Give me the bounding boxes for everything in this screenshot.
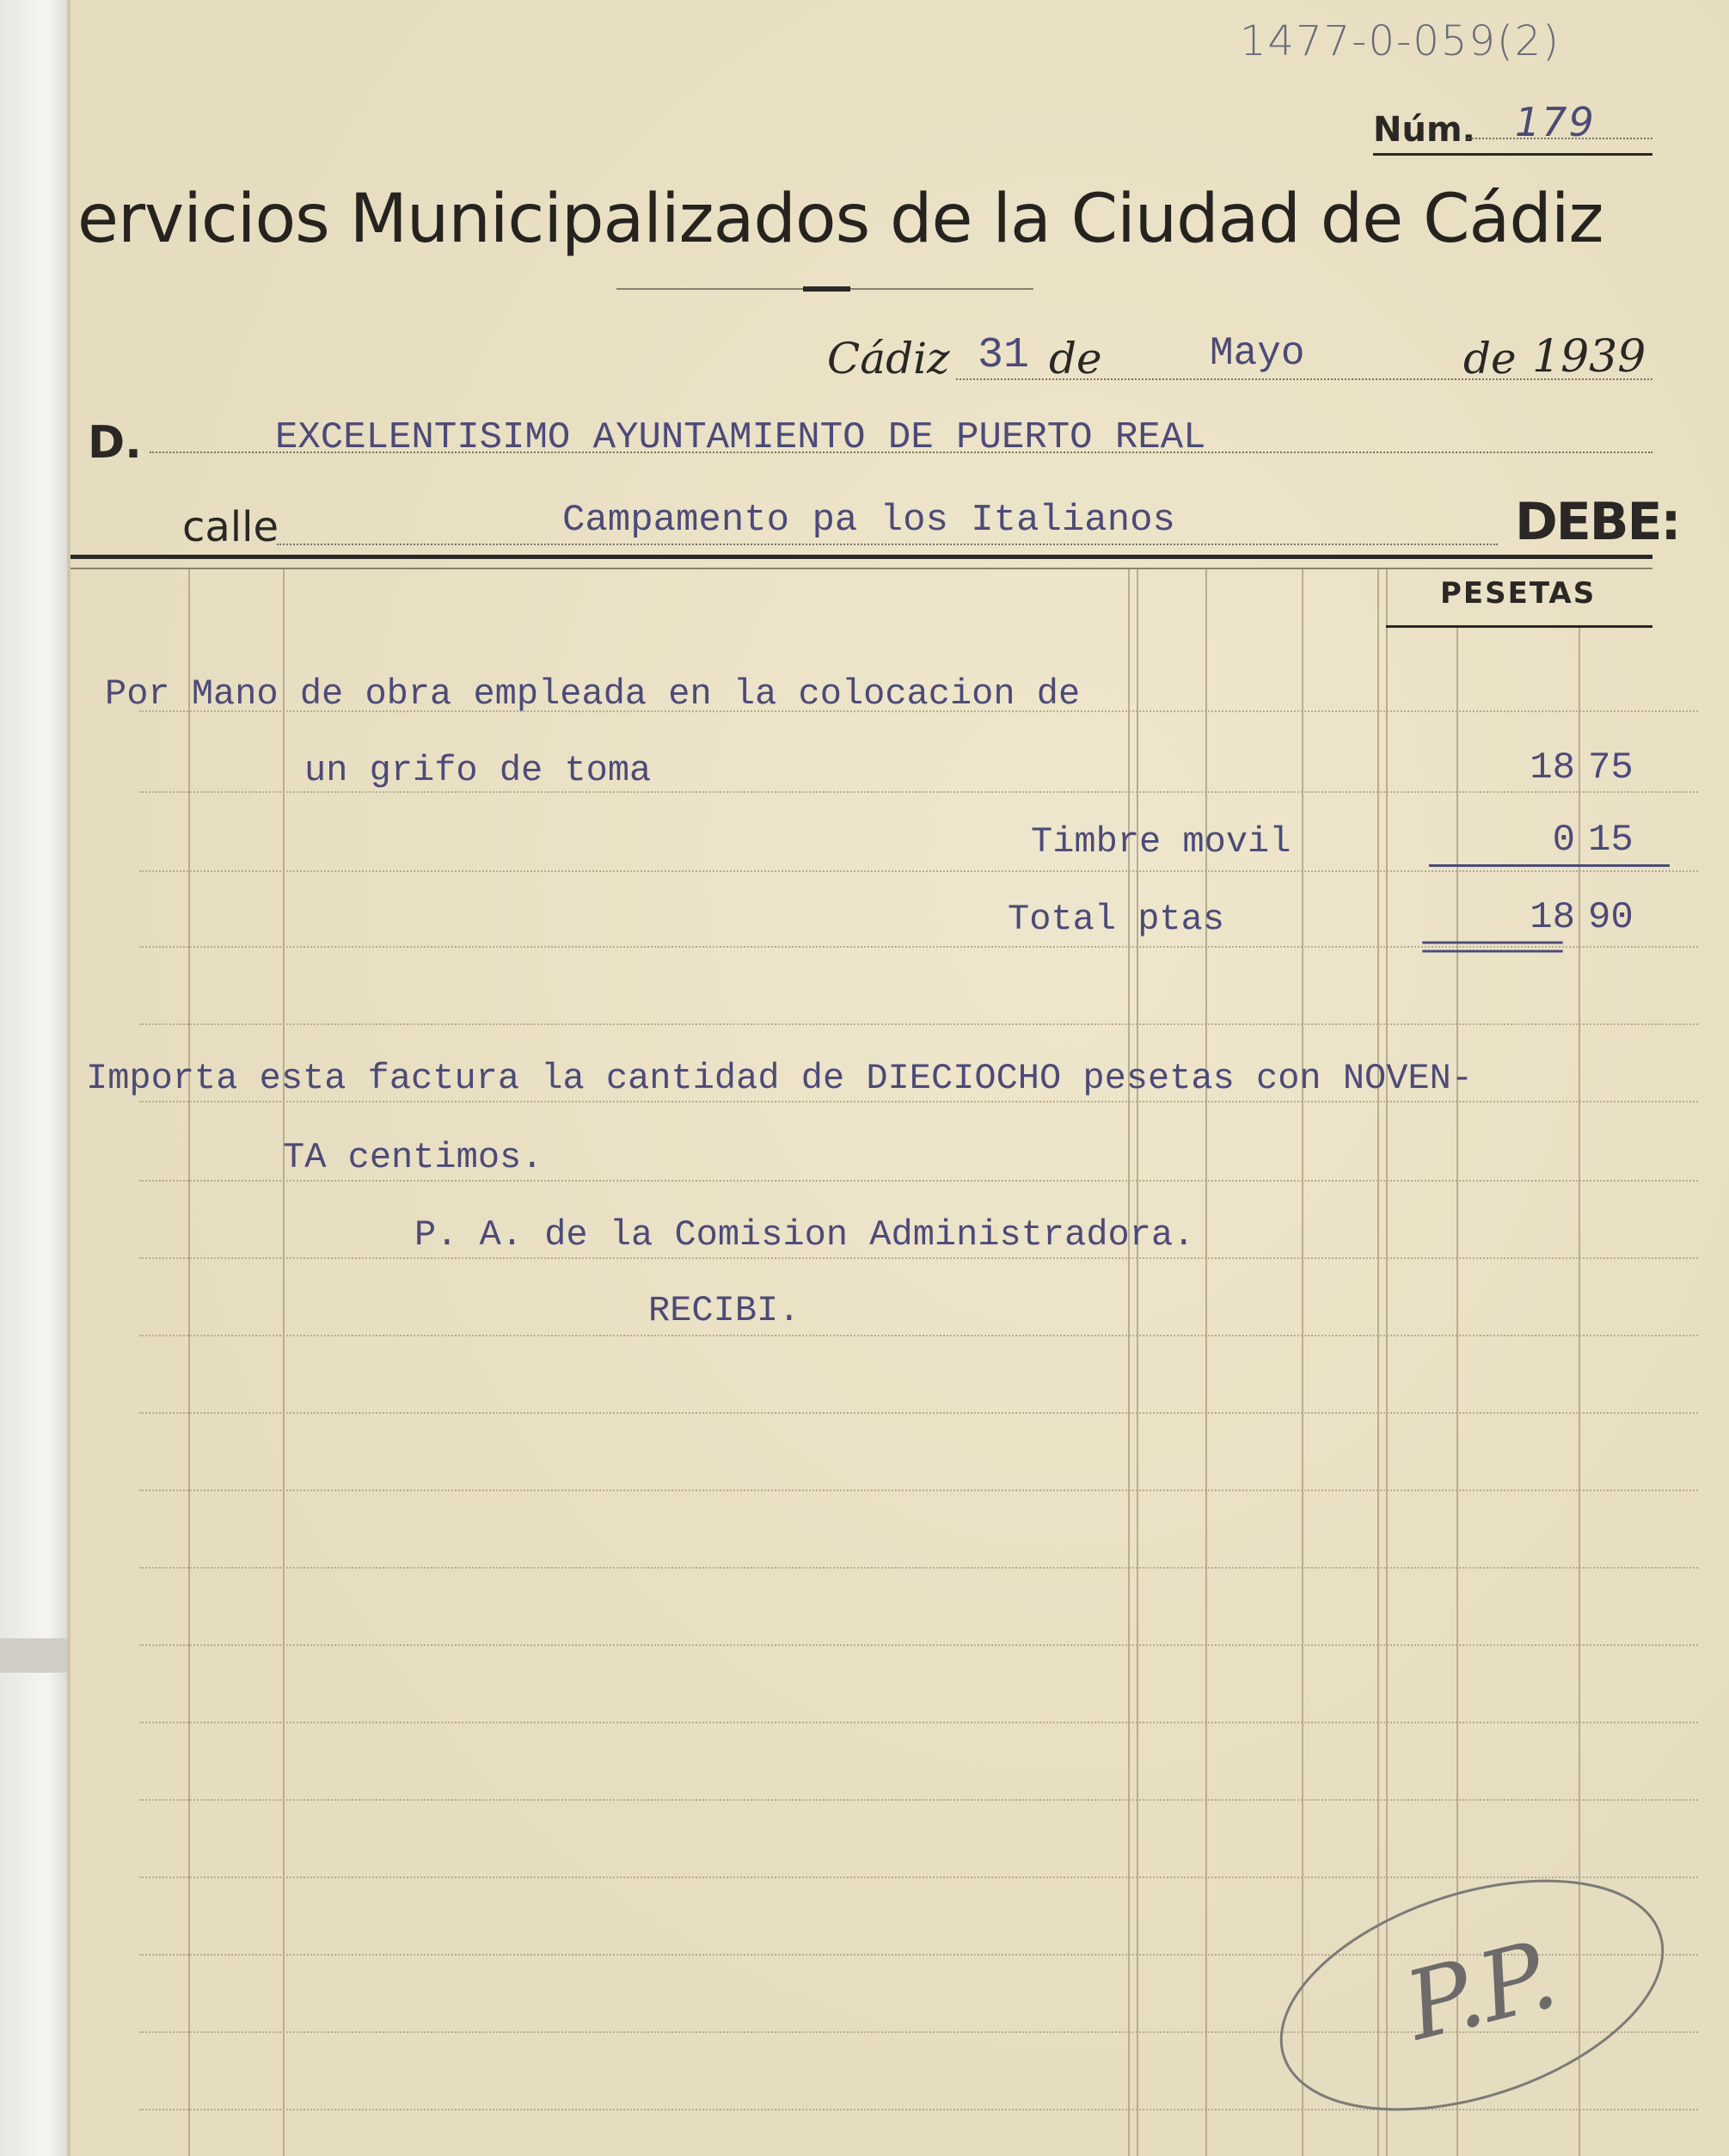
- stamp-tax-pesetas: 0: [1552, 819, 1575, 862]
- amount-in-words-line-2: TA centimos.: [283, 1137, 543, 1178]
- date-de-2: de: [1463, 334, 1517, 384]
- ruling-line: [1205, 569, 1207, 2156]
- currency-header-rule: [1386, 625, 1652, 628]
- header-rule: [71, 555, 1652, 559]
- street-value: Campamento pa los Italianos: [562, 499, 1175, 542]
- title-underline-accent: [803, 286, 850, 292]
- total-label: Total ptas: [1008, 899, 1225, 940]
- debe-label: DEBE:: [1515, 492, 1680, 552]
- subtotal-rule: [1429, 864, 1670, 867]
- total-double-underline: =========: [1420, 931, 1560, 969]
- recipient-name: EXCELENTISIMO AYUNTAMIENTO DE PUERTO REAL: [275, 416, 1206, 459]
- header-rule-thin: [71, 568, 1652, 569]
- total-centimos: 90: [1588, 896, 1634, 939]
- commission-line: P. A. de la Comision Administradora.: [414, 1214, 1195, 1256]
- date-month: Mayo: [1210, 331, 1305, 376]
- line-item-description: Por Mano de obra empleada en la colocacion de: [105, 673, 1081, 715]
- date-day: 31: [978, 331, 1030, 380]
- stamp-initials: P.P.: [1395, 1919, 1567, 2062]
- number-value: 179: [1515, 99, 1596, 145]
- archive-reference: 1477-0-059(2): [1240, 17, 1560, 65]
- ruling-line: [188, 569, 190, 2156]
- stamp-tax-label: Timbre movil: [1031, 821, 1291, 863]
- underlying-page-edge: [0, 0, 69, 2156]
- line-item-pesetas: 18: [1530, 746, 1575, 789]
- number-underline: [1373, 153, 1652, 156]
- street-dots: [277, 544, 1498, 545]
- currency-header: PESETAS: [1440, 576, 1597, 611]
- ruling-line: [1137, 569, 1138, 2156]
- line-item-centimos: 75: [1588, 746, 1634, 789]
- organization-title: ervicios Municipalizados de la Ciudad de Cádiz: [77, 181, 1603, 258]
- line-item-description: un grifo de toma: [304, 750, 652, 791]
- received-line: RECIBI.: [648, 1290, 800, 1331]
- street-label: calle: [182, 503, 279, 551]
- total-pesetas: 18: [1530, 896, 1575, 939]
- date-year: 1939: [1532, 331, 1646, 383]
- date-de-1: de: [1049, 334, 1102, 384]
- date-dots: [956, 378, 1652, 380]
- date-city: Cádiz: [827, 334, 950, 384]
- stamp-tax-centimos: 15: [1588, 819, 1634, 862]
- recipient-label: D.: [88, 417, 142, 469]
- number-label: Núm.: [1373, 110, 1475, 150]
- pencil-initials-mark: [1261, 1866, 1691, 2124]
- ruling-line: [1128, 569, 1130, 2156]
- invoice-sheet: [67, 0, 1729, 2156]
- ruling-line: [283, 569, 285, 2156]
- amount-in-words-line-1: Importa esta factura la cantidad de DIECIOCHO pesetas con NOVEN-: [86, 1058, 1474, 1099]
